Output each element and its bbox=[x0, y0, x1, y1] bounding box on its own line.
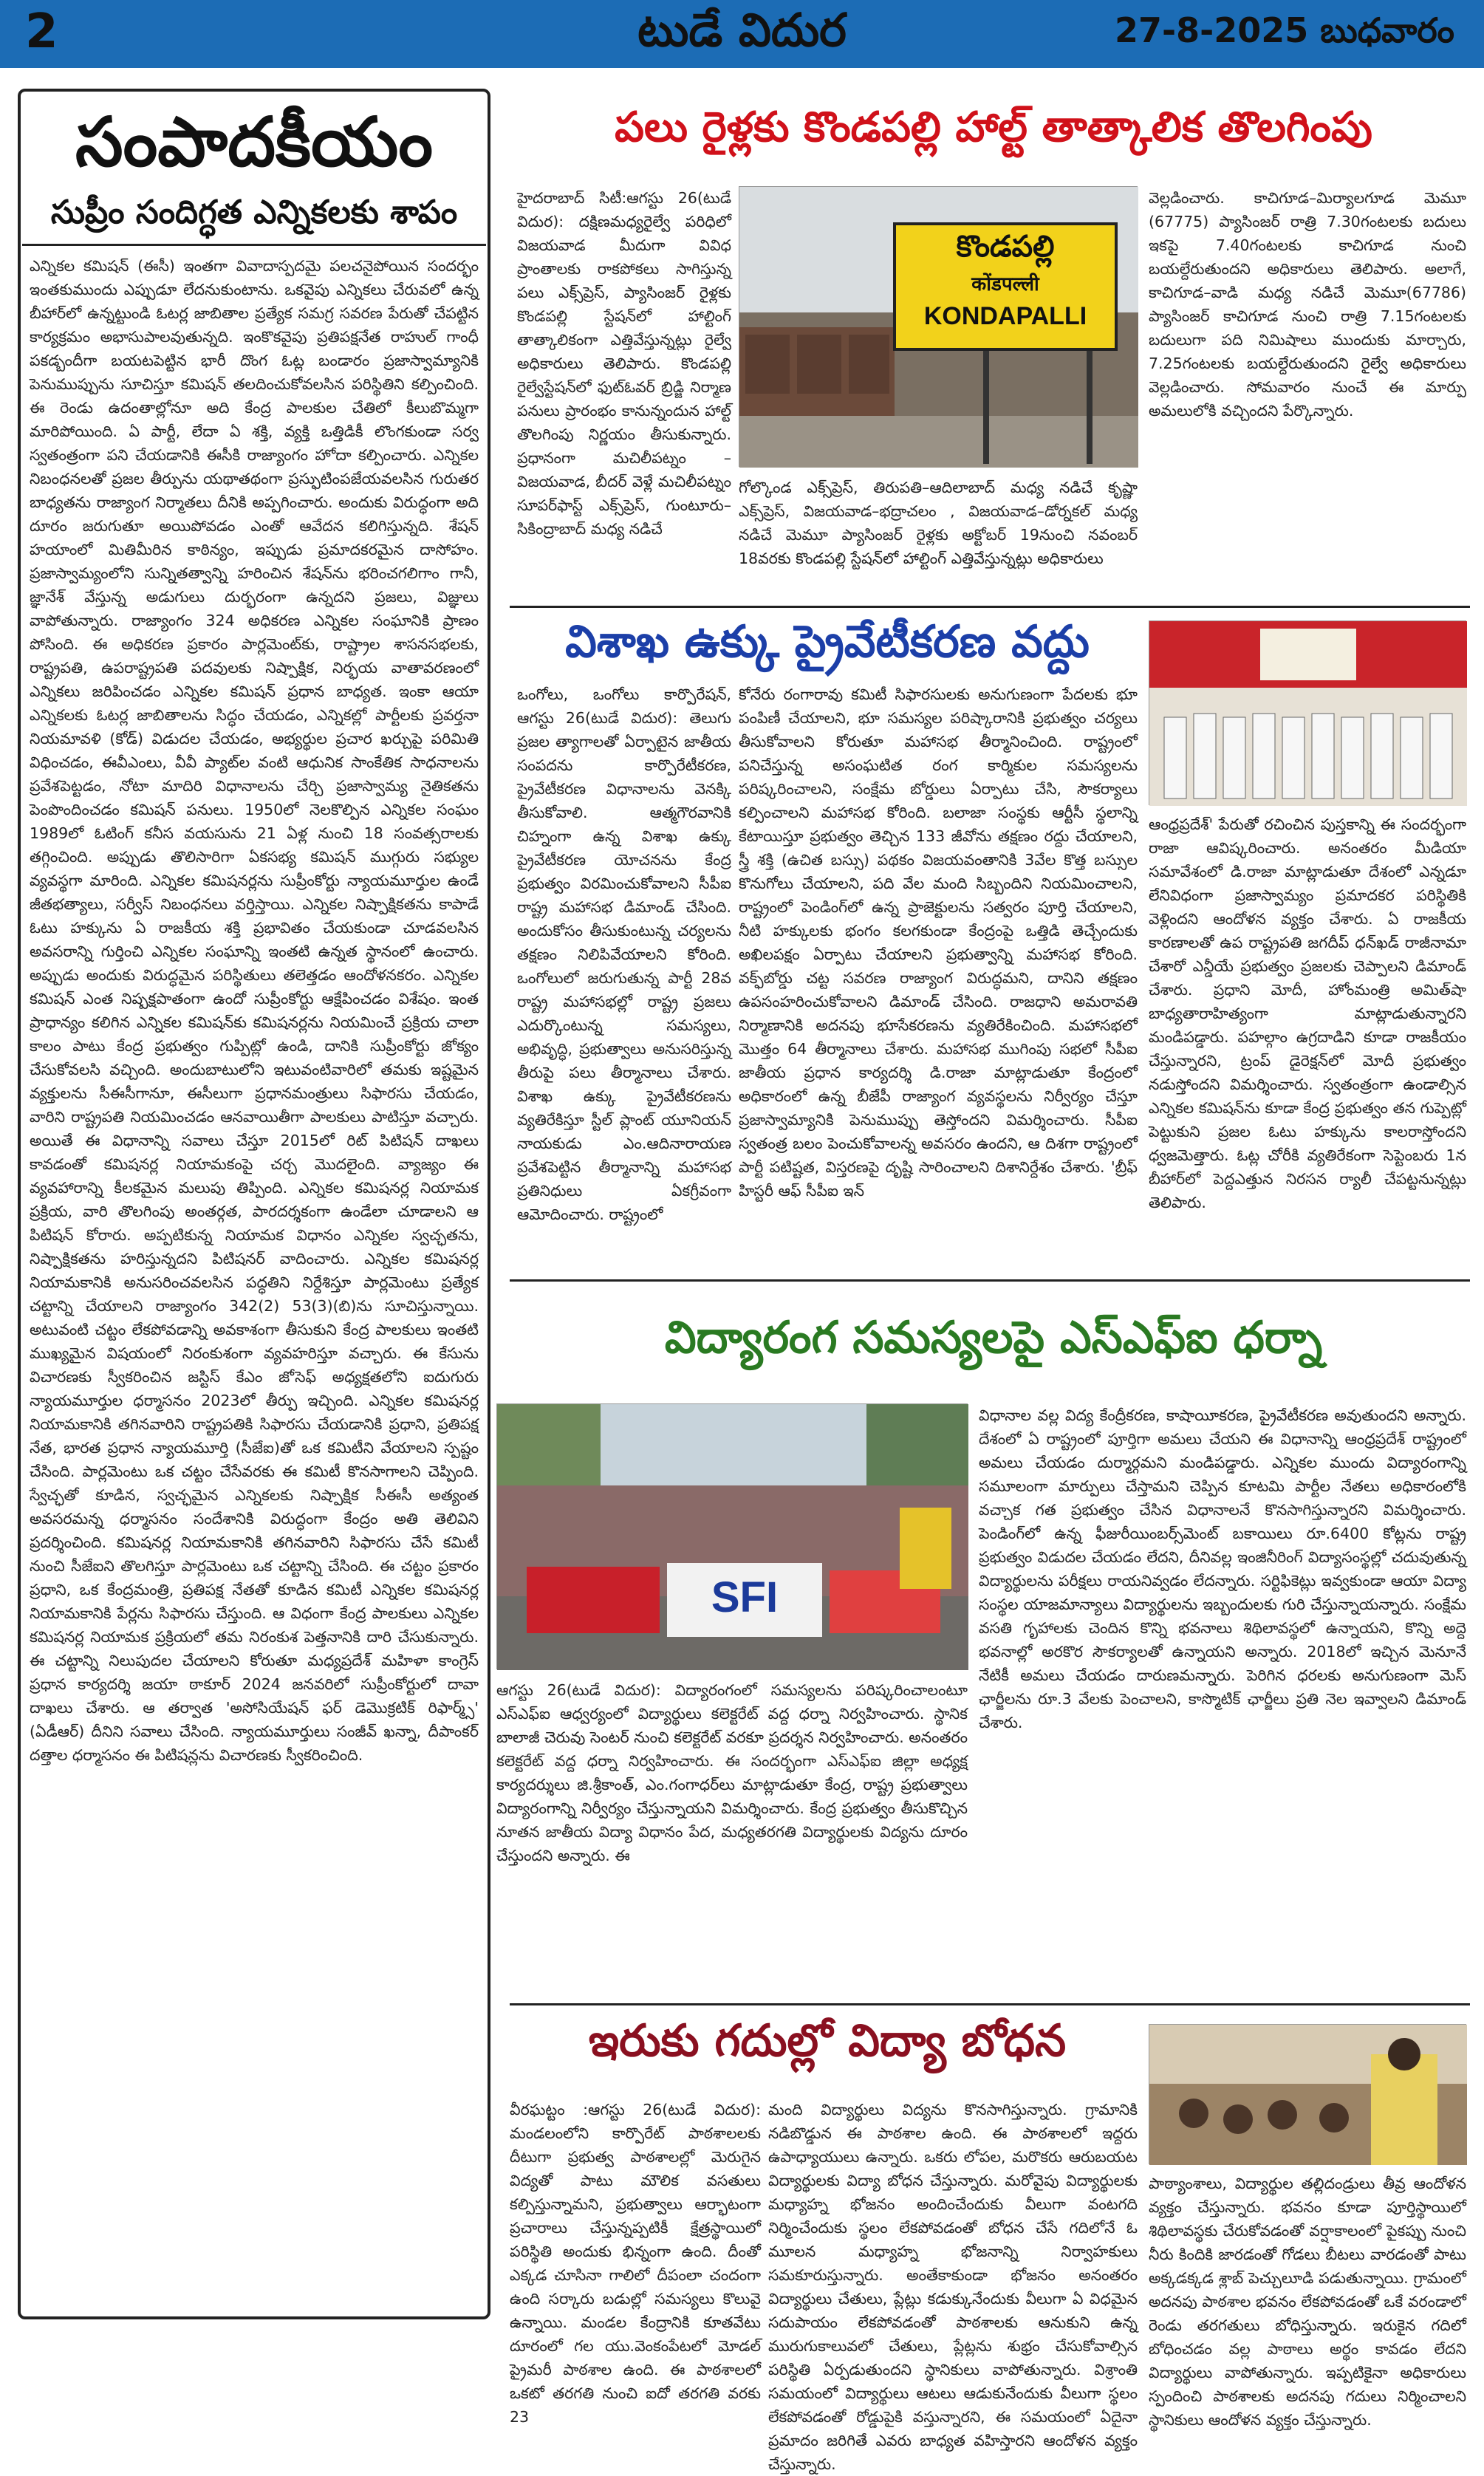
divider-1 bbox=[510, 606, 1470, 608]
sfi-rally-photo bbox=[496, 1403, 968, 1669]
classroom-image bbox=[1149, 2025, 1467, 2165]
station-sign-english: KONDAPALLI bbox=[923, 302, 1087, 330]
article4-col1: వీరఘట్టం :ఆగస్టు 26(టుడే విదుర): మండలంలోని కార్పొరేట్ పాఠశాలలకు దీటుగా ప్రభుత్వ పాఠశాలల్లో మెరుగైన విద్యతో పాటు మౌలిక వసతులు కల్పిస్తున్నామని, ప్రభుత్వాలు ఆర్భాటంగా ప్రచారాలు చేస్తున్నప్పటికీ క్షేత్రస్థాయిలో పరిస్థితి అందుకు భిన్నంగా ఉంది. దీంతో ఎక్కడ చూసినా గాలిలో దీపంలా చందంగా ఉంది సర్కారు బడుల్లో సమస్యలు కొలువై ఉన్నాయి. మండల కేంద్రానికి కూతవేటు దూరంలో గల యు.వెంకంపేటలో మోడల్ ప్రైమరీ పాఠశాల ఉంది. ఈ పాఠశాలలో ఒకటో తరగతి నుంచి ఐదో తరగతి వరకు 23 bbox=[510, 2101, 761, 2426]
headline-visakha-steel: విశాఖ ఉక్కు ప్రైవేటీకరణ వద్దు bbox=[565, 616, 1090, 668]
article3-col1: ఆగస్టు 26(టుడే విదుర): విద్యారంగంలో సమస్యలను పరిష్కరించాలంటూ ఎస్ఎఫ్ఐ ఆధ్వర్యంలో విద్యార్థులు కలెక్టరేట్ వద్ద ధర్నా నిర్వహించారు. స్థానిక బాలాజీ చెరువు సెంటర్ నుంచి కలెక్టరేట్ వరకూ ప్రదర్శన నిర్వహించారు. అనంతరం కలెక్టరేట్ వద్ద ధర్నా నిర్వహించారు. ఈ సందర్భంగా ఎస్ఎఫ్ఐ జిల్లా అధ్యక్ష కార్యదర్శులు జి.శ్రీకాంత్, ఎం.గంగాధర్‌లు మాట్లాడుతూ కేంద్ర, రాష్ట్ర ప్రభుత్వాలు విద్యారంగాన్ని నిర్వీర్యం చేస్తున్నాయని విమర్శించారు. కేంద్ర ప్రభుత్వం తీసుకొచ్చిన నూతన జాతీయ విద్యా విధానం పేద, మధ్యతరగతి విద్యార్థులకు విద్యను దూరం చేస్తుందని అన్నారు. ఈ bbox=[496, 1681, 968, 1864]
article2-col1: ఒంగోలు, ఒంగోలు కార్పొరేషన్, ఆగస్టు 26(టుడే విదుర): తెలుగు ప్రజల త్యాగాలతో ఏర్పాటైన జాతీయ సంపదను కార్పొరేటీకరణ, ప్రైవేటీకరణ విధానాలను వెనక్కి తీసుకోవాలి. ఆత్మగౌరవానికి చిహ్నంగా ఉన్న విశాఖ ఉక్కు ప్రైవేటీకరణ యోచనను కేంద్ర ప్రభుత్వం విరమించుకోవాలని సీపీఐ రాష్ట్ర మహాసభ డిమాండ్ చేసింది. అందుకోసం తీసుకుంటున్న చర్యలను తక్షణం నిలిపివేయాలని కోరింది. ఒంగోలులో జరుగుతున్న పార్టీ 28వ రాష్ట్ర మహాసభల్లో రాష్ట్ర ప్రజలు ఎదుర్కొంటున్న సమస్యలు, అభివృద్ధి, ప్రభుత్వాలు అనుసరిస్తున్న తీరుపై పలు తీర్మానాలు చేశారు. విశాఖ ఉక్కు ప్రైవేటీకరణను వ్యతిరేకిస్తూ స్టీల్ ప్లాంట్ యూనియన్ నాయకుడు ఎం.ఆదినారాయణ ప్రవేశపెట్టిన తీర్మానాన్ని మహాసభ ప్రతినిధులు ఏకగ్రీవంగా ఆమోదించారు. రాష్ట్రంలో bbox=[517, 685, 731, 1223]
station-sign-telugu: కొండపల్లి bbox=[956, 230, 1055, 264]
article1-col3: వెల్లడించారు. కాచిగూడ–మిర్యాలగూడ మెమూ (67775) ప్యాసింజర్ రాత్రి 7.30గంటలకు బదులు ఇకపై 7.40గంటలకు కాచిగూడ నుంచి బయల్దేరుతుందని అధికారులు తెలిపారు. అలాగే, కాచిగూడ–వాడి మధ్య నడిచే మెమూ(67786) ప్యాసింజర్ కాచిగూడ నుంచి రాత్రి 7.15గంటలకు బదులుగా పది నిమిషాలు ముందుకు మార్చారు, 7.25గంటలకు బయల్దేరుతుందని రైల్వే అధికారులు వెల్లడించారు. సోమవారం నుంచే ఈ మార్పు అమలులోకి వచ్చిందని పేర్కొన్నారు. bbox=[1149, 189, 1466, 420]
sfi-banner-text: SFI bbox=[711, 1573, 779, 1621]
kondapalli-station-photo bbox=[739, 186, 1138, 467]
classroom-photo bbox=[1149, 2024, 1466, 2164]
divider-3 bbox=[510, 2003, 1470, 2005]
station-sign-hindi: कोंडपल्ली bbox=[971, 273, 1039, 295]
article1-col1: హైదరాబాద్ సిటీ:ఆగస్టు 26(టుడే విదుర): దక్షిణమధ్యరైల్వే పరిధిలో విజయవాడ మీదుగా వివిధ ప్రాంతాలకు రాకపోకలు సాగిస్తున్న పలు ఎక్స్‌ప్రెస్, ప్యాసింజర్ రైళ్లకు కొండపల్లి స్టేషన్‌లో హాల్టింగ్ తాత్కాలికంగా ఎత్తివేస్తున్నట్లు రైల్వే అధికారులు తెలిపారు. కొండపల్లి రైల్వేస్టేషన్‌లో ఫుట్‌ఓవర్ బ్రిడ్జి నిర్మాణ పనులు ప్రారంభం కానున్నందున హాల్ట్ తొలగింపు నిర్ణయం తీసుకున్నారు. ప్రధానంగా మచిలీపట్నం – విజయవాడ, బీదర్ వెళ్లే మచిలీపట్నం సూపర్‌ఫాస్ట్ ఎక్స్‌ప్రెస్, గుంటూరు–సికింద్రాబాద్ మధ్య నడిచే bbox=[517, 189, 731, 538]
article3-col2: విధానాల వల్ల విద్య కేంద్రీకరణ, కాషాయీకరణ, ప్రైవేటీకరణ అవుతుందని అన్నారు. దేశంలో ఏ రాష్ట్రంలో పూర్తిగా అమలు చేయని ఈ విధానాన్ని ఆంధ్రప్రదేశ్ రాష్ట్రంలో అమలు చేయడం దుర్మార్గమని మండిపడ్డారు. ఎన్నికల ముందు విద్యారంగాన్ని సమూలంగా మార్పులు చేస్తామని చెప్పిన కూటమి పార్టీల నేతలు అధికారంలోకి వచ్చాక గత ప్రభుత్వం చేసిన విధానాలనే కొనసాగిస్తున్నారని విమర్శించారు. పెండింగ్‌లో ఉన్న ఫీజురీయింబర్స్‌మెంట్ బకాయిలు రూ.6400 కోట్లను రాష్ట్ర ప్రభుత్వం విడుదల చేయడం లేదని, దీనివల్ల ఇంజినీరింగ్ విద్యాసంస్థల్లో చదువుతున్న విద్యార్థులను పరీక్షలు రాయనివ్వడం లేదన్నారు. సర్టిఫికెట్లు ఇవ్వకుండా ఆయా విద్యా సంస్థల యాజమాన్యాలు విద్యార్థులను ఇబ్బందులకు గురి చేస్తున్నాయన్నారు. సంక్షేమ వసతి గృహాలకు చెందిన కొన్ని భవనాలు శిథిలావస్థలో ఉన్నాయని, కొన్ని అద్దె భవనాల్లో అరకొర సౌకర్యాలతో ఉన్నాయని అన్నారు. 2018లో ఇచ్చిన మెనూనే నేటికీ అమలు చేయడం దారుణమన్నారు. పెరిగిన ధరలకు అనుగుణంగా మెస్ ఛార్జీలను రూ.3 వేలకు పెంచాలని, కాస్మొటిక్ ఛార్జీలు ప్రతి నెల ఇవ్వాలని డిమాండ్ చేశారు. bbox=[979, 1406, 1466, 1731]
cpi-meeting-image bbox=[1149, 621, 1467, 806]
divider-2 bbox=[510, 1279, 1470, 1282]
headline-kondapalli: పలు రైళ్లకు కొండపల్లి హాల్ట్ తాత్కాలిక తొలగింపు bbox=[615, 103, 1372, 151]
headline-sfi-dharna: విద్యారంగ సమస్యలపై ఎస్ఎఫ్ఐ ధర్నా bbox=[664, 1312, 1323, 1364]
article2-col2: కోనేరు రంగారావు కమిటీ సిఫారసులకు అనుగుణంగా పేదలకు భూ పంపిణీ చేయాలని, భూ సమస్యల పరిష్కారానికి ప్రభుత్వం చర్యలు తీసుకోవాలని కోరుతూ మహాసభ తీర్మానించింది. రాష్ట్రంలో పనిచేస్తున్న అసంఘటిత రంగ కార్మికుల సమస్యలను పరిష్కరించాలని, సంక్షేమ బోర్డులు ఏర్పాటు చేసి, సౌకర్యాలు కల్పించాలని మహాసభ కోరింది. బలాజా సంస్థకు ఆర్టీసీ స్థలాన్ని కేటాయిస్తూ ప్రభుత్వం తెచ్చిన 133 జీవోను తక్షణం రద్దు చేయాలని, స్త్రీ శక్తి (ఉచిత బస్సు) పథకం విజయవంతానికి 3వేల కొత్త బస్సుల కొనుగోలు చేయాలని, పది వేల మంది సిబ్బందిని నియమించాలని, రాష్ట్రంలో పెండింగ్‌లో ఉన్న ప్రాజెక్టులను సత్వరం పూర్తి చేయాలని, నీటి హక్కులకు భంగం కలగకుండా కేంద్రంపై ఒత్తిడి తెచ్చేందుకు అఖిలపక్షం ఏర్పాటు చేయాలని ప్రభుత్వాన్ని మహాసభ కోరింది. వక్ఫ్‌బోర్డు చట్ట సవరణ రాజ్యాంగ విరుద్ధమని, దానిని తక్షణం ఉపసంహరించుకోవాలని డిమాండ్ చేసింది. రాజధాని అమరావతి నిర్మాణానికి అదనపు భూసేకరణను వ్యతిరేకించింది. మహాసభలో మొత్తం 64 తీర్మానాలు చేశారు. మహాసభ ముగింపు సభలో సీపీఐ జాతీయ ప్రధాన కార్యదర్శి డి.రాజా మాట్లాడుతూ కేంద్రంలో అధికారంలో ఉన్న బీజేపీ రాజ్యాంగ వ్యవస్థలను నిర్వీర్యం చేస్తూ ప్రజాస్వామ్యానికి పెనుముప్పు తెస్తోందని విమర్శించారు. సీపీఐ స్వతంత్ర బలం పెంచుకోవాలన్న అవసరం ఉందని, ఆ దిశగా రాష్ట్రంలో పార్టీ పటిష్టత, విస్తరణపై దృష్టి సారించాలని దిశానిర్దేశం చేశారు. 'బ్రీఫ్ హిస్టరీ ఆఫ్ సీపీఐ ఇన్ bbox=[739, 685, 1138, 1200]
editorial-title: సంపాదకీయం bbox=[75, 102, 433, 182]
sfi-rally-image bbox=[497, 1404, 968, 1670]
article4-col2: మంది విద్యార్థులు విద్యను కొనసాగిస్తున్నారు. గ్రామానికి నడిబొడ్డున ఈ పాఠశాల ఉంది. ఈ పాఠశాలలో ఇద్దరు ఉపాధ్యాయులు ఉన్నారు. ఒకరు లోపల, మరొకరు ఆరుబయట విద్యార్థులకు విద్యా బోధన చేస్తున్నారు. మరోవైపు విద్యార్థులకు మధ్యాహ్న భోజనం అందించేందుకు వీలుగా వంటగది నిర్మించేందుకు స్థలం లేకపోవడంతో బోధన చేసే గదిలోనే ఓ మూలన మధ్యాహ్న భోజనాన్ని నిర్వాహకులు సమకూరుస్తున్నారు. అంతేకాకుండా భోజనం అనంతరం విద్యార్థులు చేతులు, ప్లేట్లు కడుక్కునేందుకు వీలుగా ఏ విధమైన సదుపాయం లేకపోవడంతో పాఠశాలకు ఆనుకుని ఉన్న మురుగుకాలువలో చేతులు, ప్లేట్లను శుభ్రం చేసుకోవాల్సిన పరిస్థితి ఏర్పడుతుందని స్థానికులు వాపోతున్నారు. విశ్రాంతి సమయంలో విద్యార్థులు ఆటలు ఆడుకునేందుకు వీలుగా స్థలం లేకపోవడంతో రోడ్డుపైకి వస్తున్నారని, ఈ సమయంలో ఏదైనా ప్రమాదం జరిగితే ఎవరు బాధ్యత వహిస్తారని ఆందోళన వ్యక్తం చేస్తున్నారు. bbox=[768, 2101, 1138, 2473]
article1-col2-bottom: గోల్కొండ ఎక్స్‌ప్రెస్, తిరుపతి–ఆదిలాబాద్ మధ్య నడిచే కృష్ణా ఎక్స్‌ప్రెస్, విజయవాడ–భద్రాచలం , విజయవాడ–డోర్నకల్ మధ్య నడిచే మెమూ ప్యాసింజర్ రైళ్లకు అక్టోబర్ 19నుంచి నవంబర్ 18వరకు కొండపల్లి స్టేషన్‌లో హాల్టింగ్ ఎత్తివేస్తున్నట్లు అధికారులు bbox=[739, 479, 1138, 567]
issue-date: 27-8-2025 బుధవారం bbox=[1115, 10, 1454, 50]
editorial-subtitle: సుప్రీం సందిగ్ధత ఎన్నికలకు శాపం bbox=[22, 194, 486, 246]
editorial-body: ఎన్నికల కమిషన్ (ఈసీ) ఇంతగా వివాదాస్పదమై పలచనైపోయిన సందర్భం ఇంతకుముందు ఎప్పుడూ లేదనుకుంటాను. ఒకవైపు ఎన్నికలు చేరువలో ఉన్న బీహార్‌లో ఉన్నట్టుండి ఓటర్ల జాబితాల ప్రత్యేక సమగ్ర సవరణ పేరుతో చేపట్టిన కార్యక్రమం అభాసుపాలవుతున్నది. ఇంకొకవైపు ప్రతిపక్షనేత రాహుల్ గాంధీ పకడ్బందీగా బయటపెట్టిన భారీ దొంగ ఓట్ల బండారం ప్రజాస్వామ్యానికి పెనుముప్పును సూచిస్తూ కమిషన్ తలదించుకోవలసిన పరిస్థితిని కల్పించింది. ఈ రెండు ఉదంతాల్లోనూ అది కేంద్ర పాలకుల చేతిలో కీలుబొమ్మగా మారిపోయింది. ఏ పార్టీ, లేదా ఏ శక్తి, వ్యక్తి ఒత్తిడికీ లొంగకుండా సర్వ స్వతంత్రంగా పని చేయడానికి ఈసీకి రాజ్యాంగం హోదా కల్పించారు. ఎన్నికల నిబంధనలతో ప్రజల తీర్పును యథాతథంగా ప్రస్ఫుటింపజేయవలసిన గురుతర బాధ్యతను రాజ్యాంగ నిర్మాతలు దీనికి అప్పగించారు. అందుకు విరుద్ధంగా అది దూరం జరుగుతూ అయిపోవడం ఎంతో ఆవేదన కలిగిస్తున్నది. శేషన్ హయాంలో మితిమీరిన కాఠిన్యం, ఇప్పుడు ప్రమాదకరమైన దాసోహం. ప్రజాస్వామ్యంలోని సున్నితత్వాన్ని హరించిన శేషన్‌ను భరించగలిగాం గానీ, జ్ఞానేశ్ వేస్తున్న అడుగులు దుర్భరంగా ఉన్నదని ప్రజలు, విజ్ఞులు వాపోతున్నారు. రాజ్యాంగం 324 అధికరణ ఎన్నికల సంఘానికి ప్రాణం పోసింది. ఈ అధికరణ ప్రకారం పార్లమెంట్‌కు, రాష్ట్రాల శాసనసభలకు, రాష్ట్రపతి, ఉపరాష్ట్రపతి పదవులకు నిష్పాక్షిక, నిర్భయ వాతావరణంలో ఎన్నికలు జరిపించడం ఎన్నికల కమిషన్ ప్రధాన బాధ్యత. ఇంకా ఆయా ఎన్నికలకు ఓటర్ల జాబితాలను సిద్ధం చేయడం, ఎన్నికల్లో పార్టీలకు ప్రవర్తనా నియమావళి (కోడ్) విడుదల చేయడం, అభ్యర్థుల ప్రచార ఖర్చుపై పరిమితి విధించడం, ఈవీఎంలు, వీవీ ప్యాట్‌ల వంటి ఆధునిక సాంకేతిక సాధనాలను ప్రవేశపెట్టడం, నోటా మాదిరి విధానాలను చేర్చి ప్రజాస్వామ్య నైతికతను పెంపొందించడం కమిషన్ పనులు. 1950లో నెలకొల్పిన ఎన్నికల సంఘం 1989లో ఓటింగ్ కనీస వయసును 21 ఏళ్ల నుంచి 18 సంవత్సరాలకు తగ్గించింది. అప్పుడు తొలిసారిగా ఏకసభ్య కమిషన్ ముగ్గురు సభ్యుల వ్యవస్థగా మారింది. ఎన్నికల కమిషనర్లను సుప్రీంకోర్టు న్యాయమూర్తుల ఉండే జీతభత్యాలు, సర్వీస్ నిబంధనలు వర్తిస్తాయి. ఎన్నికల నిష్పాక్షికతను కాపాడే ఓటు హక్కును ఏ రాజకీయ శక్తి ప్రభావితం చేయకుండా చూడవలసిన అవసరాన్ని గుర్తించి ఎన్నికల సంఘాన్ని ఇంతటి ఉన్నత స్థానంలో ఉంచారు. అప్పుడు అందుకు విరుద్ధమైన పరిస్థితులు తలెత్తడం ఆందోళనకరం. ఎన్నికల కమిషన్ ఎంత నిష్పక్షపాతంగా ఉందో సుప్రీంకోర్టు ఆక్షేపించడం విశేషం. ఇంత ప్రాధాన్యం కలిగిన ఎన్నికల కమిషన్‌కు కమిషనర్లను నియమించే ప్రక్రియ చాలా కాలం పాటు కేంద్ర ప్రభుత్వం గుప్పిట్లో ఉండి, దానికి సుప్రీంకోర్టు జోక్యం చేసుకోవలసి వచ్చింది. అందుబాటులోని ఇటువంటివారిలో తమకు ఇష్టమైన వ్యక్తులను సీఈసీగానూ, ఈసీలుగా ప్రధానమంత్రులు సిఫారసు చేయడం, వారిని రాష్ట్రపతి నియమించడం ఆనవాయితీగా పాలకులు పాటిస్తూ వచ్చారు. అయితే ఈ విధానాన్ని సవాలు చేస్తూ 2015లో రిట్ పిటిషన్ దాఖలు కావడంతో కమిషనర్ల నియామకంపై చర్చ మొదలైంది. వ్యాజ్యం ఈ వ్యవహారాన్ని కీలకమైన మలుపు తిప్పింది. ఎన్నికల కమిషనర్ల నియామక ప్రక్రియ, వారి తొలగింపు అంతర్గత, పారదర్శకంగా ఉండేలా చూడాలని ఆ పిటిషన్ కోరారు. అప్పటికున్న నియామక విధానం ఎన్నికల స్వచ్ఛతను, నిష్పాక్షికతను హరిస్తున్నదని పిటిషనర్ వాదించారు. ఎన్నికల కమిషనర్ల నియామకానికి అనుసరించవలసిన పద్ధతిని నిర్దేశిస్తూ పార్లమెంటు ప్రత్యేక చట్టాన్ని చేయాలని రాజ్యాంగం 342(2) 53(3)(బి)ను సూచిస్తున్నాయి. అటువంటి చట్టం లేకపోవడాన్ని అవకాశంగా తీసుకుని కేంద్ర పాలకులు ఇంతటి ముఖ్యమైన విషయంలో నిరంకుశంగా వ్యవహరిస్తూ వచ్చారు. ఈ కేసును విచారణకు స్వీకరించిన జస్టిస్ కేఎం జోసెఫ్ అధ్యక్షతలోని ఐదుగురు న్యాయమూర్తుల ధర్మాసనం 2023లో తీర్పు ఇచ్చింది. ఎన్నికల కమిషనర్ల నియామకానికి తగినవారిని రాష్ట్రపతికి సిఫారసు చేయడానికి ప్రధాని, ప్రతిపక్ష నేత, భారత ప్రధాన న్యాయమూర్తి (సీజేఐ)తో ఒక కమిటీని వేయాలని స్పష్టం చేసింది. పార్లమెంటు ఒక చట్టం చేసేవరకు ఈ కమిటీ కొనసాగాలని చెప్పింది. స్వేచ్ఛతో కూడిన, స్వచ్ఛమైన ఎన్నికలకు నిష్పాక్షిక సీఈసీ అత్యంత అవసరమన్న ధర్మాసనం సందేశానికి విరుద్ధంగా కేంద్రం అతి తెలివిని ప్రదర్శించింది. కమిషనర్ల నియామకానికి తగినవారిని సిఫారసు చేసే కమిటీ నుంచి సీజేఐని తొలగిస్తూ పార్లమెంటు ఒక చట్టాన్ని చేసింది. ఈ చట్టం ప్రకారం ప్రధాని, ఒక కేంద్రమంత్రి, ప్రతిపక్ష నేతతో కూడిన కమిటీ ఎన్నికల కమిషనర్ల నియామకానికి పేర్లను సిఫారసు చేస్తుంది. ఆ విధంగా కేంద్ర పాలకులు ఎన్నికల కమిషనర్ల నియామక ప్రక్రియలో తమ నిరంకుశ పెత్తనానికి దారి చేసుకున్నారు. ఈ చట్టాన్ని నిలుపుదల చేయాలని కోరుతూ మధ్యప్రదేశ్ మహిళా కాంగ్రెస్ ప్రధాన కార్యదర్శి జయా ఠాకూర్ 2024 జనవరిలో సుప్రీంకోర్టులో దావా దాఖలు చేశారు. ఆ తర్వాత 'అసోసియేషన్ ఫర్ డెమొక్రటిక్ రిఫార్మ్స్' (ఏడీఆర్) దీనిని సవాలు చేసింది. న్యాయమూర్తులు సంజీవ్ ఖన్నా, దీపాంకర్ దత్తాల ధర్మాసనం ఈ పిటిషన్లను విచారణకు స్వీకరించింది. bbox=[30, 257, 479, 1764]
cpi-meeting-photo bbox=[1149, 620, 1466, 805]
article4-col3: పాఠ్యాంశాలు, విద్యార్థుల తల్లిదండ్రులు తీవ్ర ఆందోళన వ్యక్తం చేస్తున్నారు. భవనం కూడా పూర్తిస్థాయిలో శిథిలావస్థకు చేరుకోవడంతో వర్షాకాలంలో పైకప్పు నుంచి నీరు కిందికి జారడంతో గోడలు బీటలు వారడంతో పాటు అక్కడక్కడ శ్లాబ్ పెచ్చులూడి పడుతున్నాయి. గ్రామంలో అదనపు పాఠశాల భవనం లేకపోవడంతో ఒకే వరండాలో రెండు తరగతులు బోధిస్తున్నారు. ఇరుకైన గదిలో బోధించడం వల్ల పాఠాలు అర్థం కావడం లేదని విద్యార్థులు వాపోతున్నారు. ఇప్పటికైనా అధికారులు స్పందించి పాఠశాలకు అదనపు గదులు నిర్మించాలని స్థానికులు ఆందోళన వ్యక్తం చేస్తున్నారు. bbox=[1149, 2175, 1466, 2429]
newspaper-name: టుడే విదుర bbox=[637, 3, 847, 57]
masthead-bar bbox=[0, 0, 1484, 68]
page-number: 2 bbox=[25, 4, 58, 59]
headline-narrow-classrooms: ఇరుకు గదుల్లో విద్యా బోధన bbox=[588, 2015, 1067, 2067]
article2-col3: ఆంధ్రప్రదేశ్' పేరుతో రచించిన పుస్తకాన్ని ఈ సందర్భంగా రాజా ఆవిష్కరించారు. అనంతరం మీడియా సమావేశంలో డి.రాజా మాట్లాడుతూ దేశంలో ఎన్నడూ లేనివిధంగా ప్రజాస్వామ్యం ప్రమాదకర పరిస్థితికి వెళ్లిందని ఆందోళన వ్యక్తం చేశారు. ఏ రాజకీయ కారణాలతో ఉప రాష్ట్రపతి జగదీప్ ధన్‌ఖడ్ రాజీనామా చేశారో ఎన్డీయే ప్రభుత్వం ప్రజలకు చెప్పాలని డిమాండ్ చేశారు. ప్రధాని మోదీ, హోంమంత్రి అమిత్‌షా బాధ్యతారాహిత్యంగా మాట్లాడుతున్నారని మండిపడ్డారు. పహల్గాం ఉగ్రదాడిని కూడా రాజకీయం చేస్తున్నారని, ట్రంప్ డైరెక్షన్‌లో మోదీ ప్రభుత్వం నడుస్తోందని విమర్శించారు. స్వతంత్రంగా ఉండాల్సిన ఎన్నికల కమిషన్‌ను కూడా కేంద్ర ప్రభుత్వం తన గుప్పెట్లో పెట్టుకుని ప్రజల ఓటు హక్కును కాలరాస్తోందని ధ్వజమెత్తారు. ఓట్ల చోరీకి వ్యతిరేకంగా సెప్టెంబరు 1న బీహార్‌లో పెద్దఎత్తున నిరసన ర్యాలీ చేపట్టనున్నట్లు తెలిపారు. bbox=[1149, 815, 1466, 1211]
